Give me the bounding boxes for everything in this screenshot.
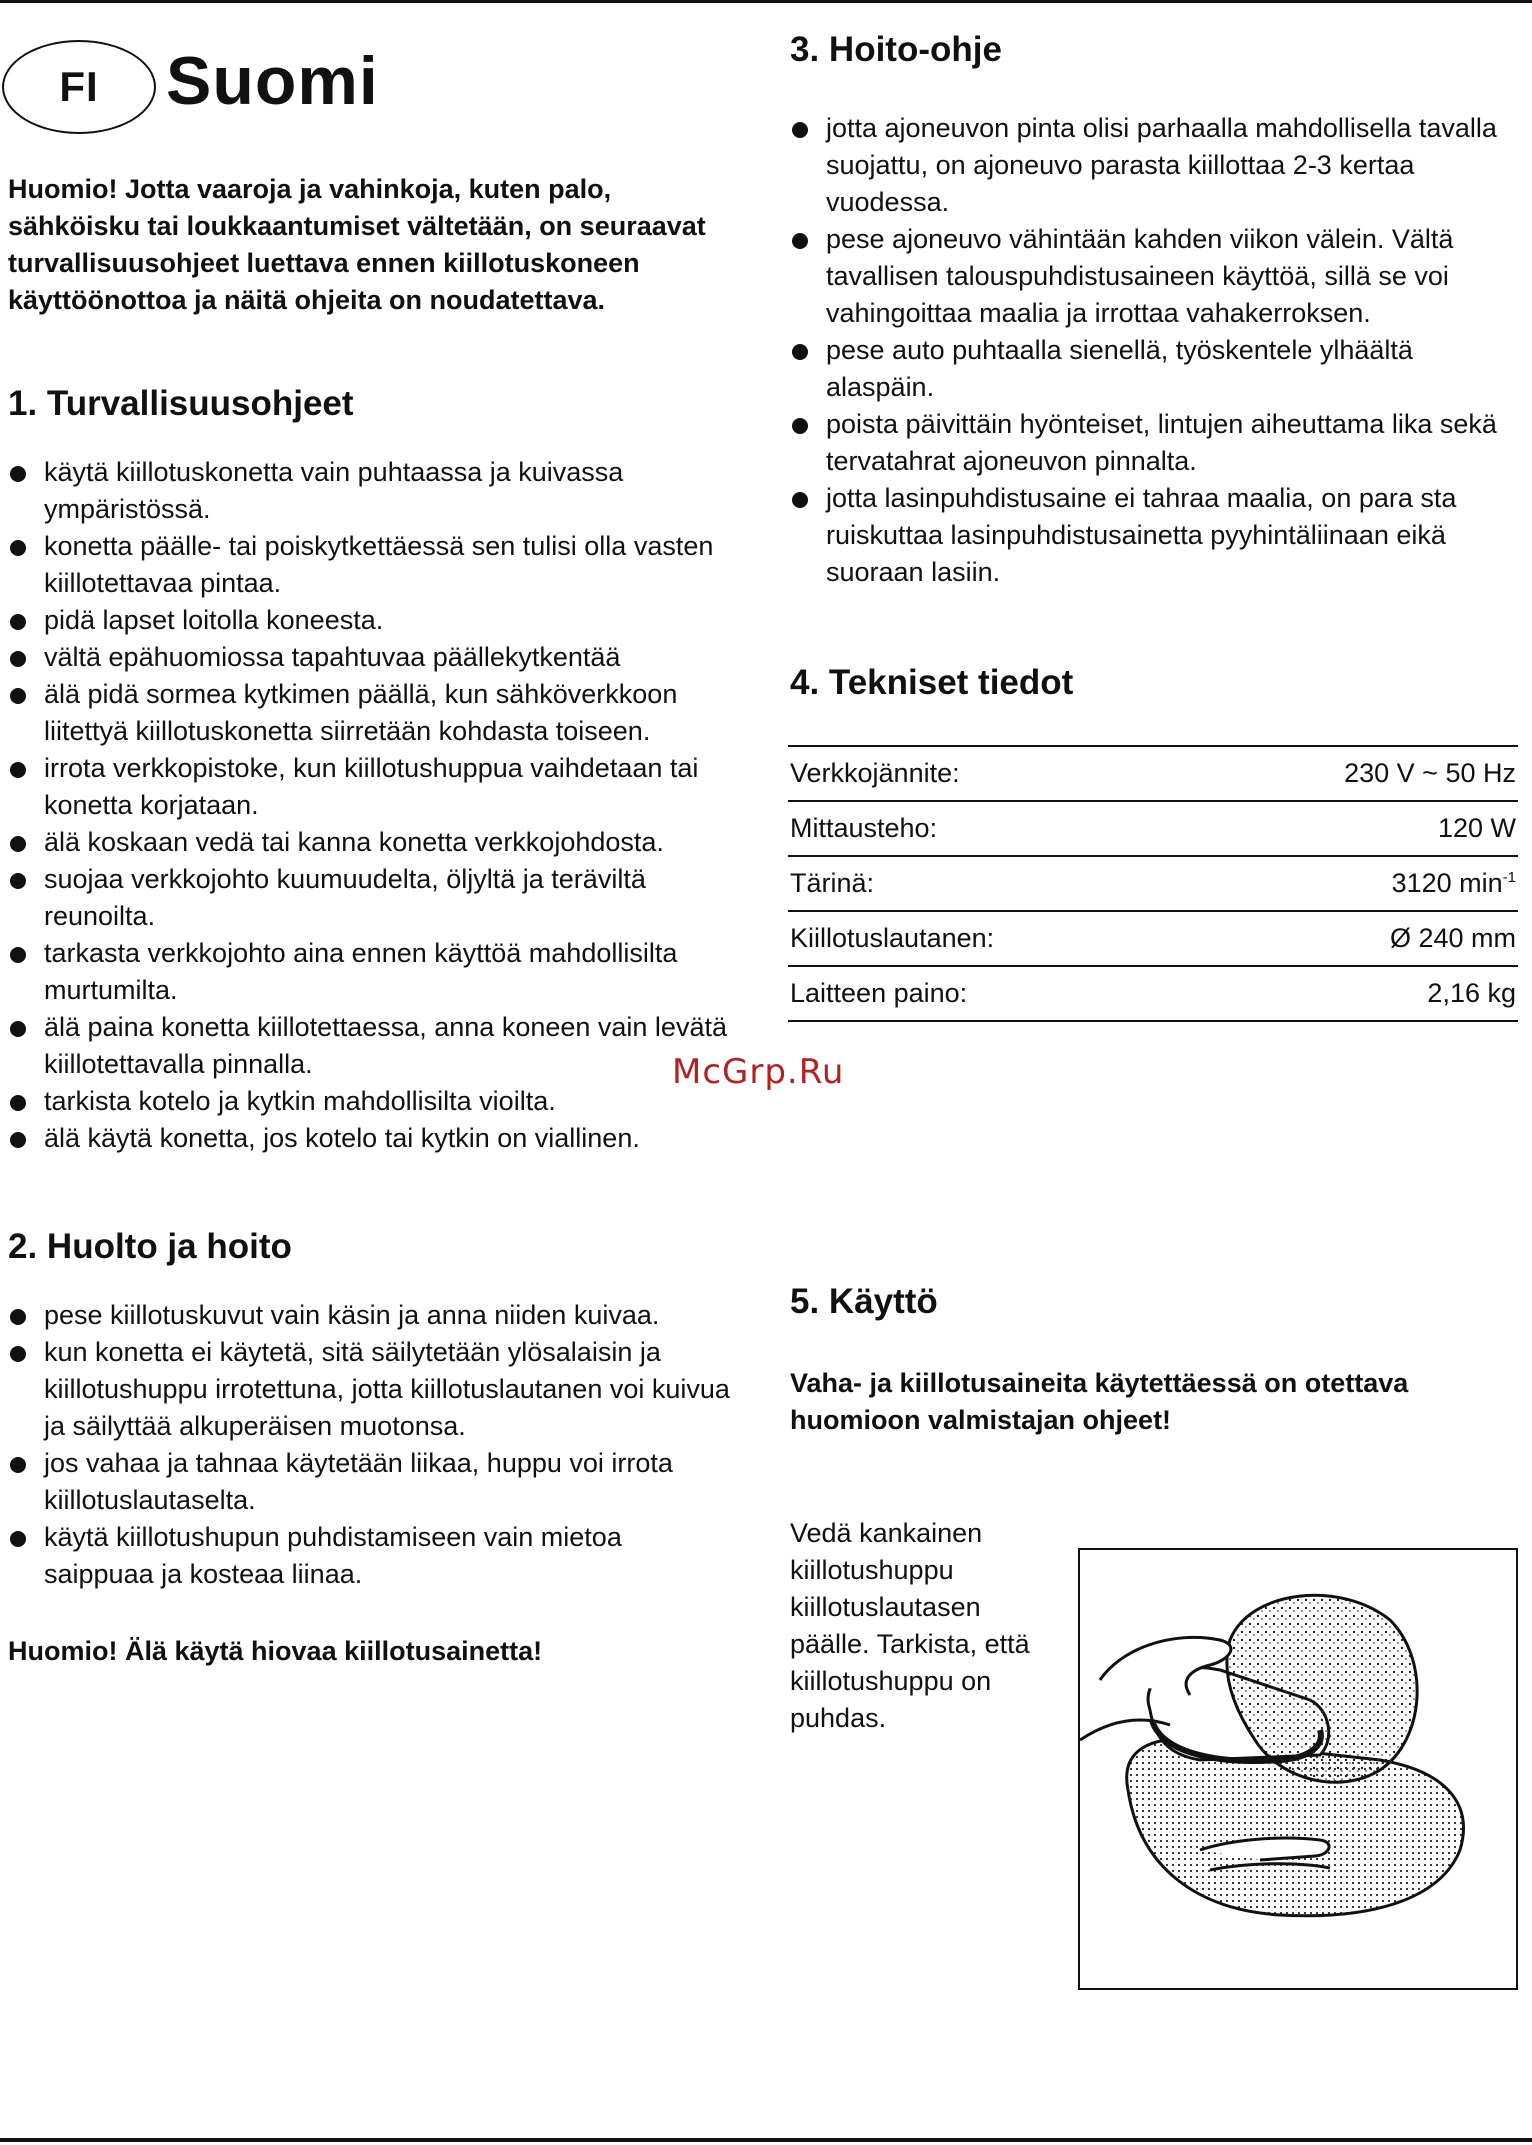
section-5-heading: 5. Käyttö <box>790 1282 938 1321</box>
section-2-heading: 2. Huolto ja hoito <box>8 1227 292 1266</box>
safety-list <box>8 454 738 1157</box>
list-item: pese kiillotuskuvut vain käsin ja anna niiden kuivaa. <box>8 1297 738 1334</box>
watermark: McGrp.Ru <box>672 1052 845 1092</box>
language-title: Suomi <box>166 43 379 119</box>
list-item: suojaa verkkojohto kuumuudelta, öljyltä ja teräviltä reunoilta. <box>8 861 738 935</box>
tech-specs-table <box>788 745 1518 1022</box>
list-item: älä paina konetta kiillotettaessa, anna koneen vain levätä kiillotettavalla pinnalla. <box>8 1009 738 1083</box>
table-row <box>788 856 1518 911</box>
list-item: konetta päälle- tai poiskytkettäessä sen tulisi olla vasten kiillotettavaa pintaa. <box>8 528 738 602</box>
right-column <box>790 30 1516 1733</box>
list-item: vältä epähuomiossa tapahtuvaa päällekytkentää <box>8 639 738 676</box>
list-item: pidä lapset loitolla koneesta. <box>8 602 738 639</box>
section-3-heading: 3. Hoito-ohje <box>790 30 1002 69</box>
abrasive-warning: Huomio! Älä käytä hiovaa kiillotusainetta! <box>8 1636 543 1666</box>
list-item: tarkista kotelo ja kytkin mahdollisilta vioilta. <box>8 1083 738 1120</box>
list-item: irrota verkkopistoke, kun kiillotushuppua vaihdetaan tai konetta korjataan. <box>8 750 738 824</box>
polisher-bonnet-illustration <box>1080 1550 1516 1988</box>
list-item: käytä kiillotuskonetta vain puhtaassa ja kuivassa ympäristössä. <box>8 454 738 528</box>
list-item: pese ajoneuvo vähintään kahden viikon välein. Vältä tavallisen talouspuhdistusaineen käyttöä, sillä se voi vahingoittaa maalia ja irrottaa vahakerroksen. <box>790 221 1516 332</box>
language-header <box>8 30 738 135</box>
intro-warning: Huomio! Jotta vaaroja ja vahinkoja, kuten palo, sähköisku tai loukkaantumiset vältetään, on seuraavat turvallisuusohjeet luettava ennen kiillotuskoneen käyttöönottoa ja näitä ohjeita on noudatettava. <box>8 174 706 315</box>
spec-value: Ø 240 mm <box>1389 923 1516 953</box>
list-item: jotta lasinpuhdistusaine ei tahraa maalia, on para sta ruiskuttaa lasinpuhdistusainetta pyyhintäliinaan eikä suoraan lasiin. <box>790 480 1516 591</box>
spec-label: Laitteen paino: <box>790 978 968 1008</box>
list-item: älä käytä konetta, jos kotelo tai kytkin on viallinen. <box>8 1120 738 1157</box>
care-list <box>790 110 1516 591</box>
usage-step-text: Vedä kankainen kiillotushuppu kiillotuslautasen päälle. Tarkista, että kiillotushuppu on puhdas. <box>790 1518 1030 1733</box>
spec-value: 2,16 kg <box>1427 978 1516 1008</box>
list-item: kun konetta ei käytetä, sitä säilytetään ylösalaisin ja kiillotushuppu irrotettuna, jotta kiillotuslautanen voi kuivua ja säilyttää alkuperäisen muotonsa. <box>8 1334 738 1445</box>
left-column <box>8 30 738 1697</box>
list-item: pese auto puhtaalla sienellä, työskentele ylhäältä alaspäin. <box>790 332 1516 406</box>
list-item: jotta ajoneuvon pinta olisi parhaalla mahdollisella tavalla suojattu, on ajoneuvo parasta kiillottaa 2-3 kertaa vuodessa. <box>790 110 1516 221</box>
spec-label: Tärinä: <box>790 868 875 898</box>
spec-value: 3120 min <box>1391 868 1503 898</box>
spec-value: 230 V ~ 50 Hz <box>1344 758 1516 788</box>
maintenance-list <box>8 1297 738 1593</box>
bottom-rule <box>0 2138 1532 2142</box>
section-4-heading: 4. Tekniset tiedot <box>790 663 1074 702</box>
spec-value: 120 W <box>1437 813 1516 843</box>
spec-value-exponent: -1 <box>1502 869 1516 886</box>
list-item: älä pidä sormea kytkimen päällä, kun sähköverkkoon liitettyä kiillotuskonetta siirretään kohdasta toiseen. <box>8 676 738 750</box>
list-item: jos vahaa ja tahnaa käytetään liikaa, huppu voi irrota kiillotuslautaselta. <box>8 1445 738 1519</box>
spec-value-cell <box>1184 856 1518 911</box>
spec-label: Mittausteho: <box>790 813 938 843</box>
table-row <box>788 966 1518 1021</box>
top-rule <box>0 0 1532 3</box>
spec-label: Kiillotuslautanen: <box>790 923 995 953</box>
polishing-illustration <box>1078 1548 1518 1990</box>
usage-warning: Vaha- ja kiillotusaineita käytettäessä on otettava huomioon valmistajan ohjeet! <box>790 1368 1409 1435</box>
language-badge: FI <box>2 40 156 134</box>
list-item: käytä kiillotushupun puhdistamiseen vain mietoa saippuaa ja kosteaa liinaa. <box>8 1519 738 1593</box>
table-row <box>788 801 1518 856</box>
section-1-heading: 1. Turvallisuusohjeet <box>8 384 354 423</box>
table-row <box>788 911 1518 966</box>
list-item: poista päivittäin hyönteiset, lintujen aiheuttama lika sekä tervatahrat ajoneuvon pinnalta. <box>790 406 1516 480</box>
list-item: tarkasta verkkojohto aina ennen käyttöä mahdollisilta murtumilta. <box>8 935 738 1009</box>
table-row <box>788 746 1518 801</box>
spec-label: Verkkojännite: <box>790 758 960 788</box>
list-item: älä koskaan vedä tai kanna konetta verkkojohdosta. <box>8 824 738 861</box>
